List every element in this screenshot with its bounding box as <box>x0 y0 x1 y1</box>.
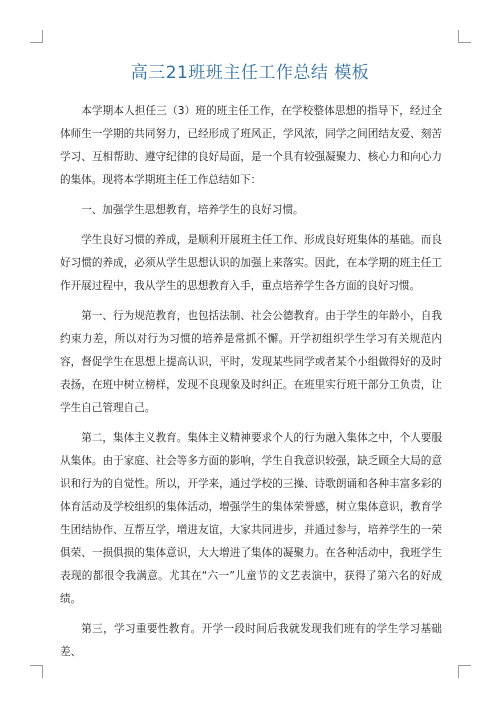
document-body <box>60 100 442 671</box>
paragraph-intro: 本学期本人担任三（3）班的班主任工作，在学校整体思想的指导下，经过全体师生一学期的共同努力，已经形成了班风正，学风浓，同学之间团结友爱、刻苦学习、互相帮助、遵守纪律的良好局面，是一个具有较强凝聚力、核心力和向心力的集体。现将本学期班主任工作总结如下： <box>60 105 442 187</box>
crop-mark-top-right <box>458 30 471 43</box>
paragraph-habits: 学生良好习惯的养成，是顺利开展班主任工作、形成良好班集体的基础。而良好习惯的养成，必须从学生思想认识的加强上来落实。因此，在本学期的班主任工作开展过程中，我从学生的思想教育入手，重点培养学生各方面的良好习惯。 <box>60 233 442 292</box>
paragraph-second-collectivism: 第二，集体主义教育。集体主义精神要求个人的行为融入集体之中，个人要服从集体。由于家庭、社会等多方面的影响，学生自我意识较强，缺乏顾全大局的意识和行为的自觉性。所以，开学来，通过学校的三操、诗歌朗诵和各种丰富多彩的体育活动及学校组织的集体活动，增强学生的集体荣誉感，树立集体意识，教育学生团结协作、互帮互学，增进友谊，大家共同进步，并通过参与，培养学生的一荣俱荣、一损俱损的集体意识，大大增进了集体的凝聚力。在各种活动中，我班学生表现的都很令我满意。尤其在“六一”儿童节的文艺表演中，获得了第六名的好成绩。 <box>60 431 442 606</box>
crop-mark-bottom-left <box>30 665 43 678</box>
paragraph-first-behavior: 第一、行为规范教育，也包括法制、社会公德教育。由于学生的年龄小，自我约束力差，所以对行为习惯的培养是常抓不懈。开学初组织学生学习有关规范内容，督促学生在思想上提高认识，平时，发现某些同学或者某个小组做得好的及时表扬，在班中树立榜样，发现不良现象及时纠正。在班里实行班干部分工负责，让学生自己管理自己。 <box>60 309 442 414</box>
paragraph-third-study: 第三，学习重要性教育。开学一段时间后我就发现我们班有的学生学习基础差、 <box>60 622 442 659</box>
section-heading-1: 一、加强学生思想教育，培养学生的良好习惯。 <box>81 203 304 216</box>
crop-mark-top-left <box>30 30 43 43</box>
document-title: 高三21班班主任工作总结 模板 <box>130 63 370 83</box>
crop-mark-bottom-right <box>458 665 471 678</box>
